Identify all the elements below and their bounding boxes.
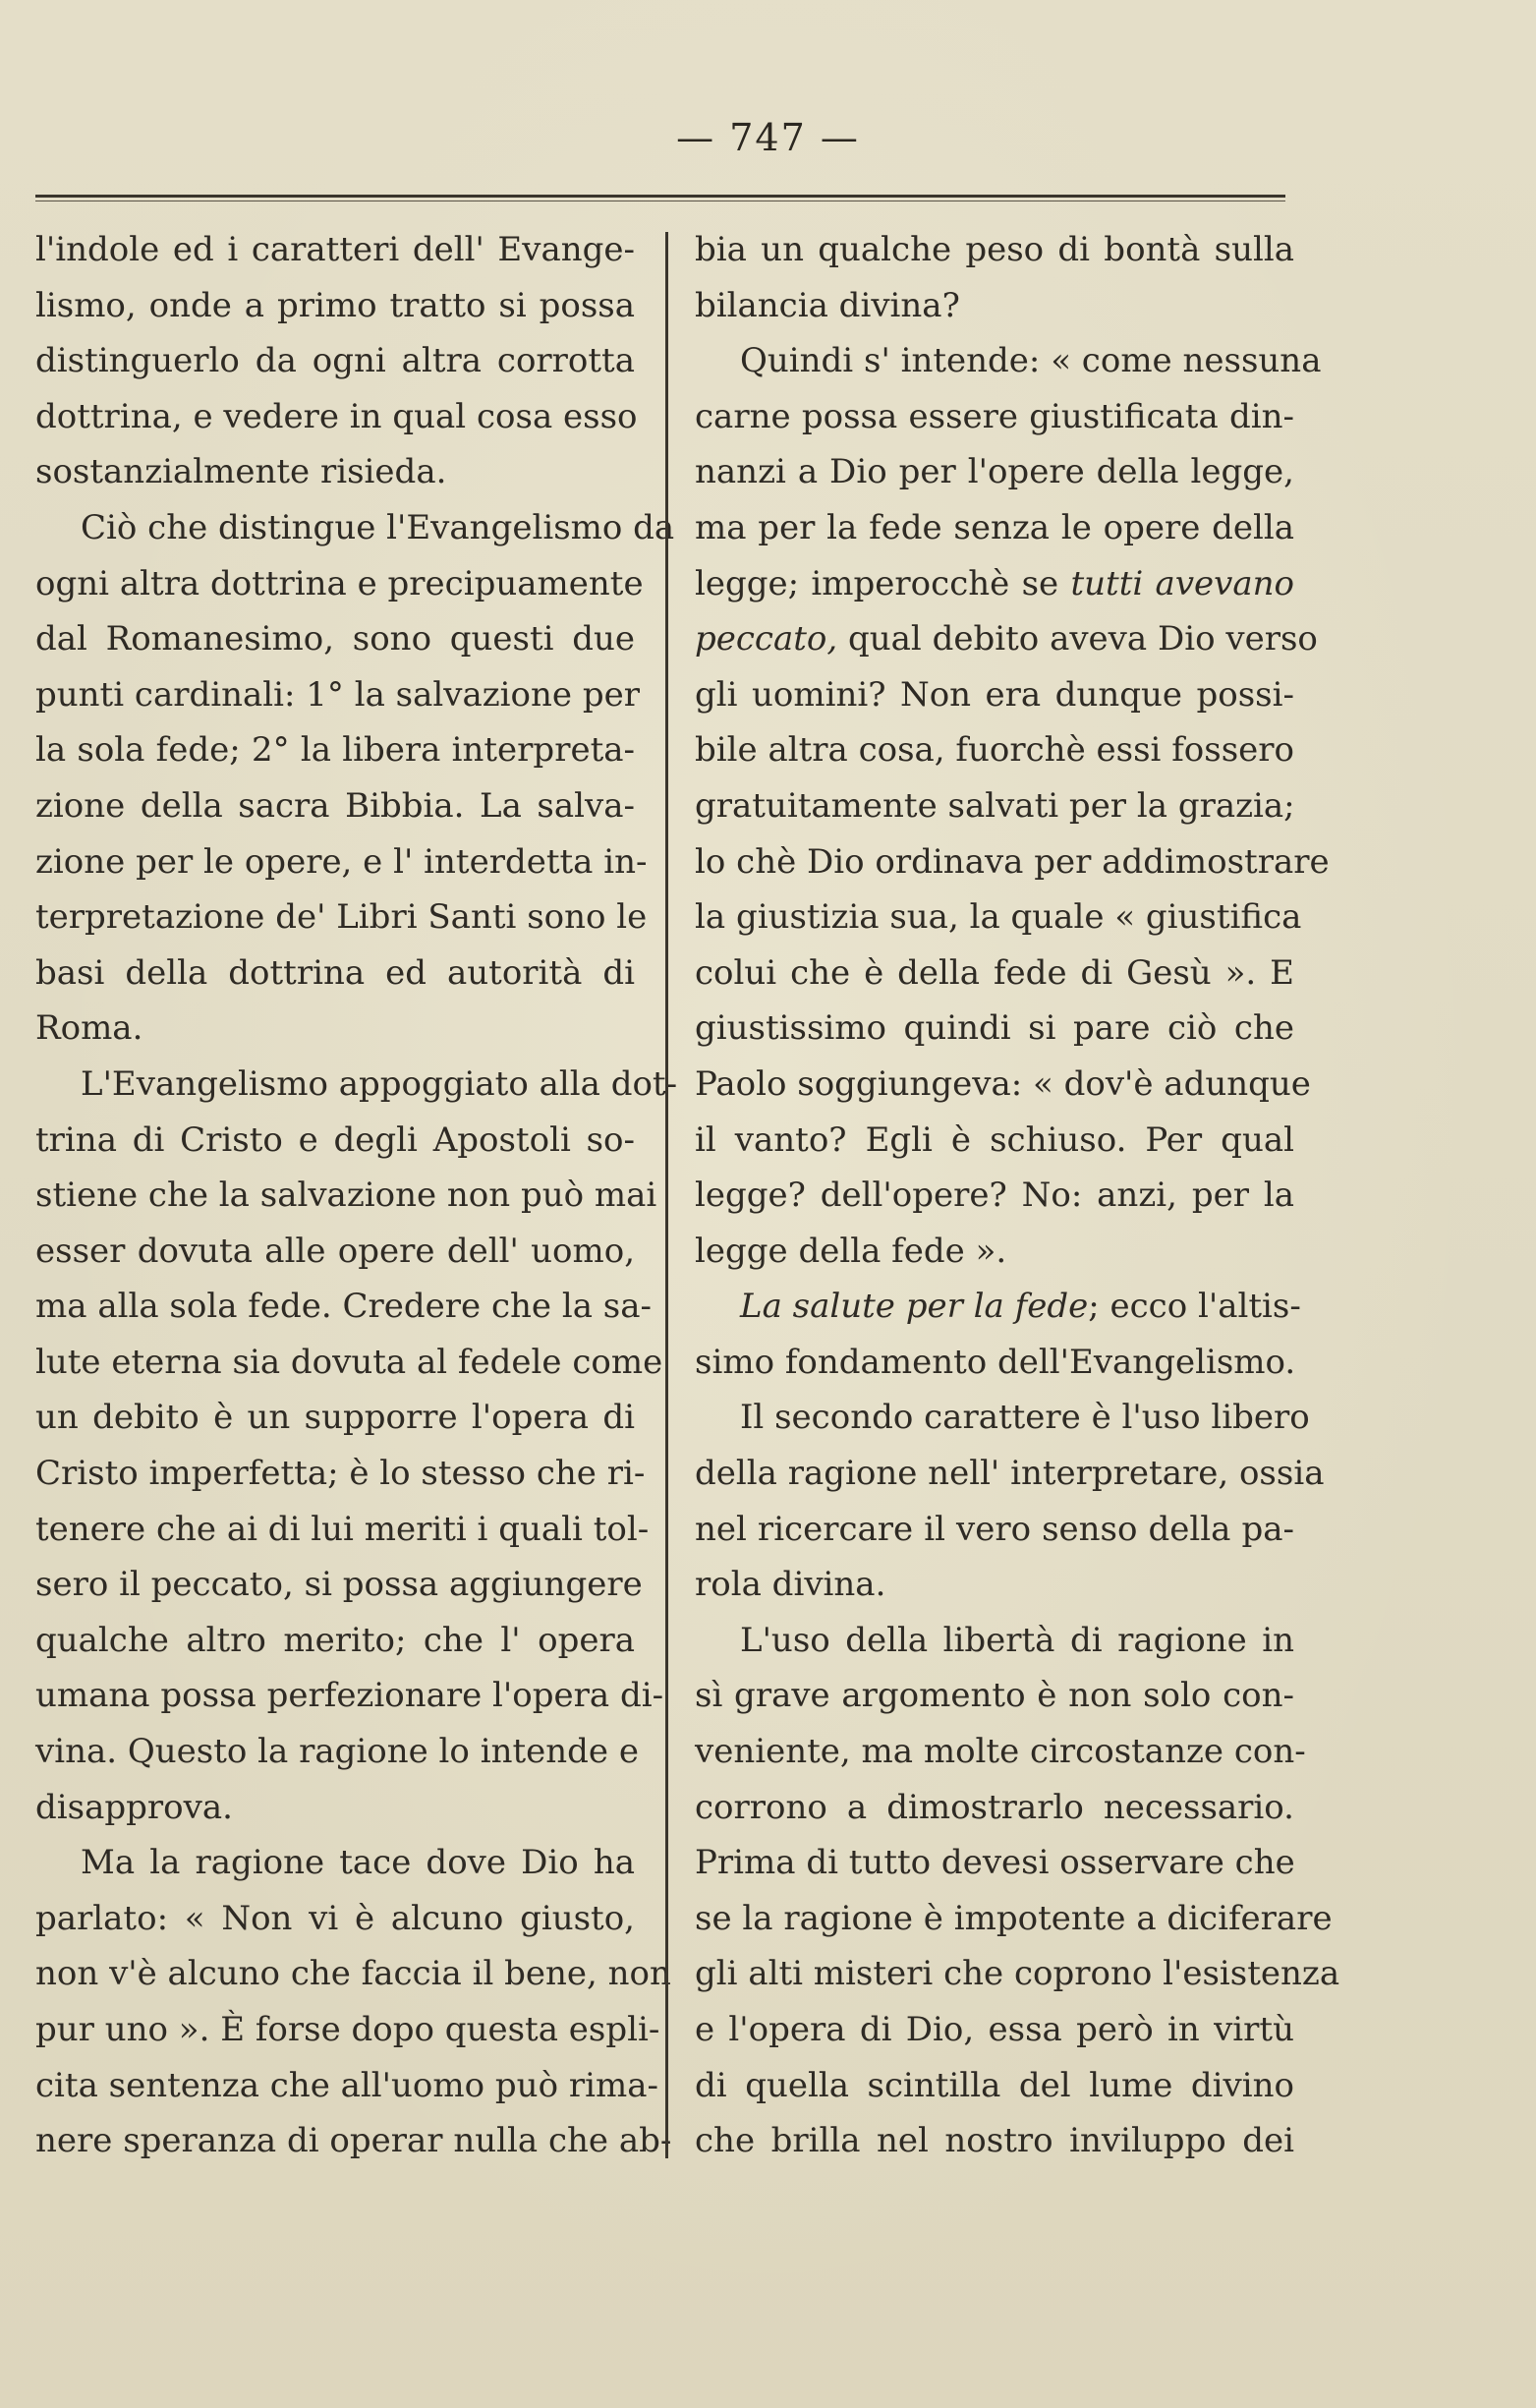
line-text: nere speranza di operar nulla che ab-	[35, 2121, 672, 2161]
line-text: legge? dell'opere? No: anzi, per la	[695, 1175, 1294, 1216]
line-text: Quindi s' intende: « come nessuna	[740, 341, 1322, 381]
line-text: lute eterna sia dovuta al fedele come	[35, 1342, 663, 1382]
page-number: — 747 —	[676, 116, 860, 159]
line-text: bile altra cosa, fuorchè essi fossero	[695, 730, 1294, 771]
line-text: colui che è della fede di Gesù ». E	[695, 952, 1294, 993]
line-text: giustissimo quindi si pare ciò che	[695, 1008, 1294, 1049]
text-line	[695, 946, 1294, 1002]
line-text: cita sentenza che all'uomo può rima-	[35, 2065, 658, 2105]
line-text: ma per la fede senza le opere della	[695, 507, 1294, 547]
line-text: distinguerlo da ogni altra corrotta	[35, 341, 635, 381]
line-text: basi della dottrina ed autorità di	[35, 952, 635, 993]
text-line	[695, 778, 1294, 834]
line-text: ma alla sola fede. Credere che la sa-	[35, 1287, 652, 1327]
text-line	[695, 2002, 1294, 2058]
text-line	[35, 1057, 678, 1113]
text-line	[695, 1724, 1306, 1780]
text-line	[695, 389, 1294, 445]
text-line	[35, 1335, 663, 1391]
line-text: simo fondamento dell'Evangelismo.	[695, 1342, 1296, 1382]
text-line	[695, 1835, 1294, 1891]
text-line	[695, 1891, 1333, 1947]
text-line	[35, 444, 635, 500]
text-line	[695, 1946, 1340, 2002]
line-text: Il secondo carattere è l'uso libero	[740, 1398, 1310, 1438]
text-line	[695, 1001, 1294, 1057]
line-text: gli uomini? Non era dunque possi-	[695, 674, 1294, 715]
line-text: Ma la ragione tace dove Dio ha	[81, 1843, 635, 1883]
text-line	[35, 1946, 671, 2002]
line-text: il vanto? Egli è schiuso. Per qual	[695, 1119, 1294, 1160]
italic-text: tutti avevano	[1070, 563, 1294, 603]
text-line	[35, 1891, 635, 1947]
line-text: lo chè Dio ordinava per addimostrare	[695, 841, 1330, 882]
text-line	[35, 946, 635, 1002]
text-line	[35, 834, 648, 890]
line-text: Roma.	[35, 1008, 143, 1049]
line-text: dottrina, e vedere in qual cosa esso	[35, 396, 638, 436]
text-line	[35, 500, 675, 556]
italic-text: La salute per la fede	[740, 1287, 1089, 1327]
line-text: corrono a dimostrarlo necessario.	[695, 1787, 1294, 1827]
text-line	[35, 667, 640, 723]
line-text: legge della fede ».	[695, 1231, 1007, 1271]
text-line	[695, 556, 1294, 612]
text-line	[35, 2002, 660, 2058]
text-line	[695, 444, 1294, 500]
text-line	[35, 1168, 657, 1224]
line-text: legge; imperocchè se	[695, 563, 1071, 603]
text-line	[695, 1113, 1294, 1169]
line-text: L'Evangelismo appoggiato alla dot-	[81, 1063, 678, 1104]
line-text: umana possa perfezionare l'opera di-	[35, 1676, 664, 1716]
text-line	[35, 1613, 635, 1669]
text-line	[35, 1390, 635, 1446]
text-line	[695, 1224, 1294, 1280]
line-text: vina. Questo la ragione lo intende e	[35, 1732, 639, 1772]
line-text: rola divina.	[695, 1565, 886, 1605]
column-divider	[665, 232, 668, 2158]
line-text: sero il peccato, si possa aggiungere	[35, 1565, 643, 1605]
line-text: Ciò che distingue l'Evangelismo da	[81, 507, 675, 547]
text-line	[35, 1668, 664, 1724]
line-text: ogni altra dottrina e precipuamente	[35, 563, 644, 603]
text-line	[695, 1279, 1301, 1335]
text-line	[695, 1390, 1310, 1446]
text-line	[695, 667, 1294, 723]
text-line	[695, 222, 1294, 278]
text-line	[35, 1780, 635, 1836]
text-line	[695, 1335, 1294, 1391]
text-line	[35, 778, 635, 834]
text-line	[695, 611, 1318, 667]
text-line	[35, 2058, 658, 2114]
line-text: della ragione nell' interpretare, ossia	[695, 1454, 1325, 1494]
line-text: ; ecco l'altis-	[1088, 1287, 1301, 1327]
header-rule	[35, 195, 1285, 198]
text-line	[695, 1557, 1294, 1613]
text-line	[35, 1279, 652, 1335]
line-text: di quella scintilla del lume divino	[695, 2065, 1294, 2105]
line-text: carne possa essere giustificata din-	[695, 396, 1294, 436]
line-text: bia un qualche peso di bontà sulla	[695, 230, 1294, 269]
text-line	[695, 500, 1294, 556]
italic-text: peccato,	[695, 619, 838, 659]
line-text: stiene che la salvazione non può mai	[35, 1175, 657, 1216]
text-line	[35, 1113, 635, 1169]
line-text: tenere che ai di lui meriti i quali tol-	[35, 1509, 650, 1549]
text-line	[35, 1557, 643, 1613]
text-line	[695, 722, 1294, 778]
right-column	[695, 222, 1340, 2169]
line-text: esser dovuta alle opere dell' uomo,	[35, 1231, 635, 1271]
line-text: Cristo imperfetta; è lo stesso che ri-	[35, 1454, 646, 1494]
line-text: Paolo soggiungeva: « dov'è adunque	[695, 1063, 1311, 1104]
line-text: zione della sacra Bibbia. La salva-	[35, 785, 635, 826]
text-line	[35, 1001, 635, 1057]
line-text: L'uso della libertà di ragione in	[740, 1620, 1294, 1660]
text-line	[35, 1224, 635, 1280]
text-line	[35, 611, 635, 667]
text-line	[35, 278, 635, 334]
line-text: gli alti misteri che coprono l'esistenza	[695, 1954, 1340, 1994]
line-text: veniente, ma molte circostanze con-	[695, 1732, 1306, 1772]
line-text: la giustizia sua, la quale « giustifica	[695, 897, 1302, 938]
line-text: gratuitamente salvati per la grazia;	[695, 785, 1295, 826]
line-text: punti cardinali: 1° la salvazione per	[35, 674, 640, 715]
text-line	[695, 889, 1302, 946]
text-line	[695, 1168, 1294, 1224]
line-text: la sola fede; 2° la libera interpreta-	[35, 730, 635, 771]
line-text: qualche altro merito; che l' opera	[35, 1620, 635, 1660]
line-text: nel ricercare il vero senso della pa-	[695, 1509, 1294, 1549]
text-line	[35, 333, 635, 389]
text-line	[35, 556, 644, 612]
line-text: bilancia divina?	[695, 285, 960, 325]
text-line	[695, 333, 1322, 389]
line-text: se la ragione è impotente a diciferare	[695, 1898, 1333, 1938]
text-line	[695, 1613, 1294, 1669]
text-line	[35, 389, 638, 445]
text-line	[695, 2058, 1294, 2114]
text-line	[35, 1724, 639, 1780]
text-line	[35, 1502, 650, 1558]
line-text: non v'è alcuno che faccia il bene, non	[35, 1954, 671, 1994]
line-text: parlato: « Non vi è alcuno giusto,	[35, 1898, 635, 1938]
left-column	[35, 222, 678, 2169]
text-line	[695, 278, 1294, 334]
text-line	[695, 834, 1330, 890]
text-line	[695, 1780, 1294, 1836]
line-text: disapprova.	[35, 1787, 233, 1827]
line-text: Prima di tutto devesi osservare che	[695, 1843, 1295, 1883]
text-line	[35, 1835, 635, 1891]
line-text: terpretazione de' Libri Santi sono le	[35, 897, 648, 938]
line-text: nanzi a Dio per l'opere della legge,	[695, 452, 1294, 492]
line-text: pur uno ». È forse dopo questa espli-	[35, 2010, 660, 2049]
line-text: zione per le opere, e l' interdetta in-	[35, 841, 648, 882]
line-text: che brilla nel nostro inviluppo dei	[695, 2121, 1294, 2161]
line-text: qual debito aveva Dio verso	[837, 619, 1318, 659]
line-text: e l'opera di Dio, essa però in virtù	[695, 2010, 1294, 2049]
text-line	[695, 1446, 1325, 1502]
line-text: un debito è un supporre l'opera di	[35, 1398, 635, 1438]
text-line	[695, 1057, 1311, 1113]
text-line	[35, 222, 635, 278]
text-line	[35, 2113, 672, 2169]
line-text: trina di Cristo e degli Apostoli so-	[35, 1119, 635, 1160]
text-line	[695, 1502, 1294, 1558]
text-line	[35, 722, 635, 778]
line-text: sì grave argomento è non solo con-	[695, 1676, 1294, 1716]
line-text: lismo, onde a primo tratto si possa	[35, 285, 635, 325]
text-line	[695, 1668, 1294, 1724]
line-text: l'indole ed i caratteri dell' Evange-	[35, 230, 635, 269]
line-text: dal Romanesimo, sono questi due	[35, 619, 635, 659]
text-line	[695, 2113, 1294, 2169]
line-text: sostanzialmente risieda.	[35, 452, 447, 492]
text-line	[35, 889, 648, 946]
text-line	[35, 1446, 646, 1502]
